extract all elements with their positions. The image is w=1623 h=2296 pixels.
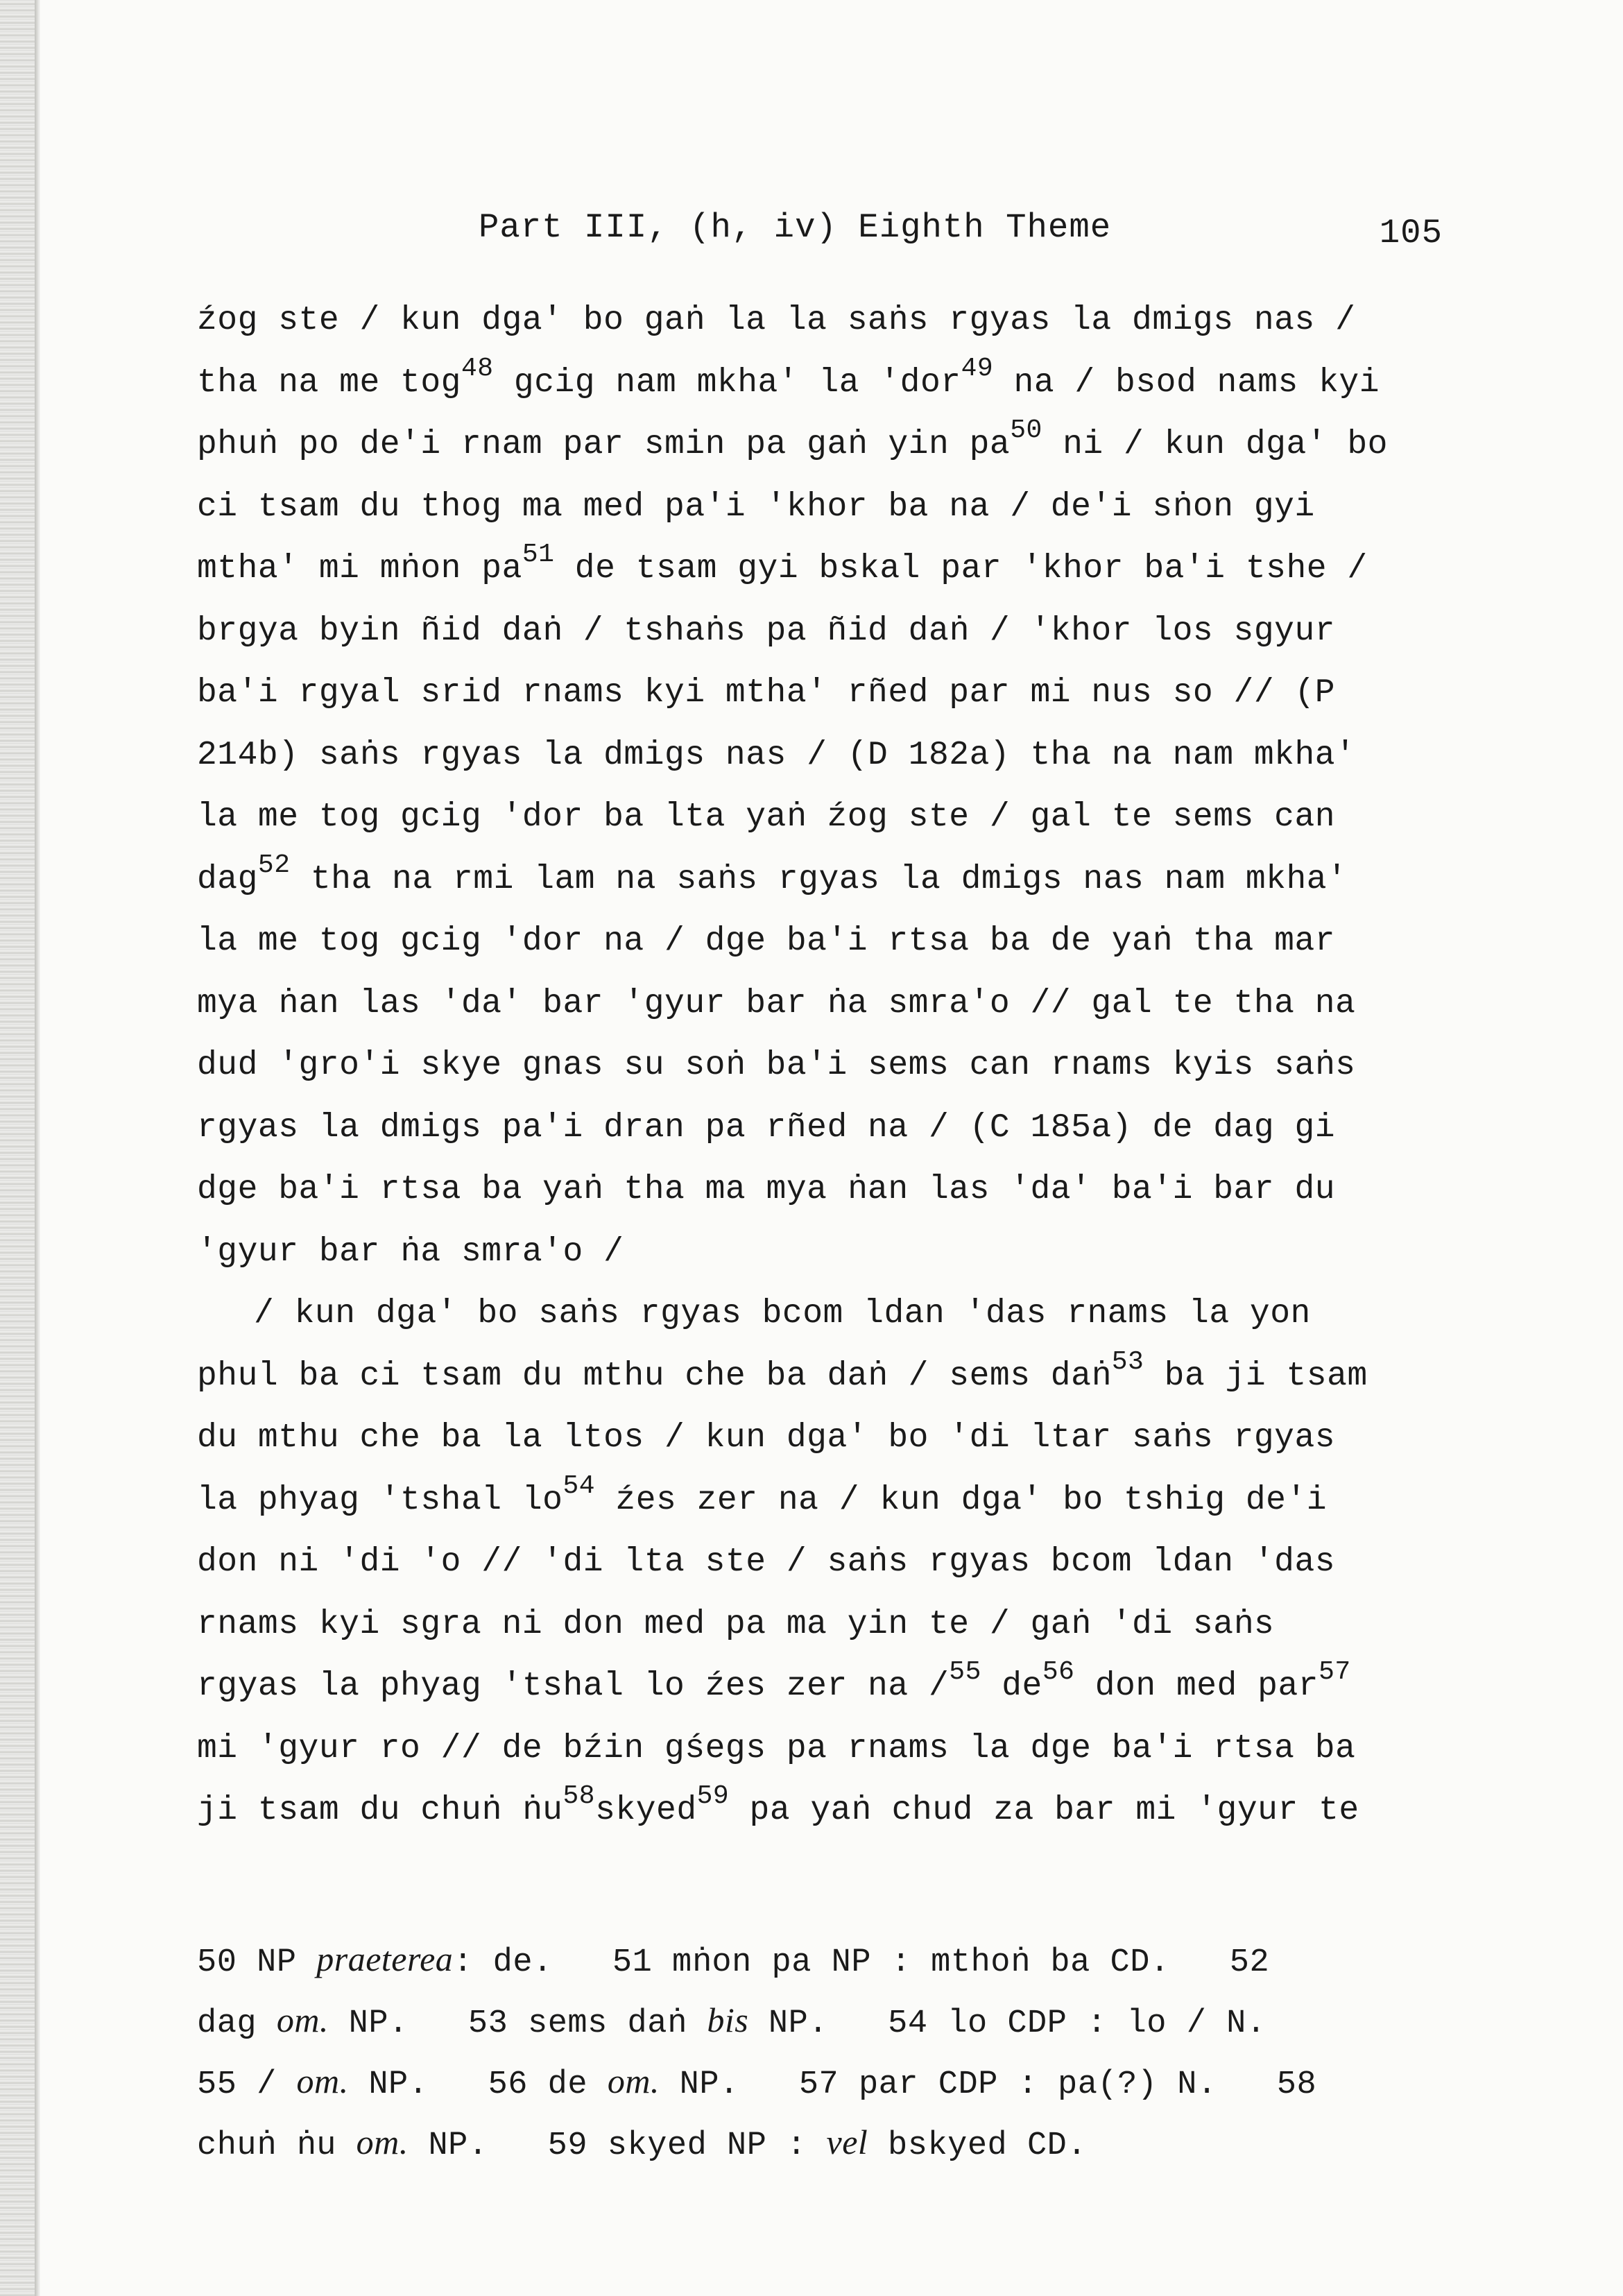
text-run: de tsam gyi bskal par 'khor ba'i tshe / <box>554 550 1368 588</box>
text-line <box>197 1407 1466 1470</box>
text-run: chuṅ ṅu <box>197 2127 357 2164</box>
footnote-marker: 51 <box>522 540 555 569</box>
text-run: mi 'gyur ro // de bźin gśegs pa rnams la dge ba'i rtsa ba <box>197 1729 1356 1767</box>
text-run: rgyas la dmigs pa'i dran pa rñed na / (C 185a) de dag gi <box>197 1108 1336 1147</box>
italic-text: om. <box>356 2123 409 2161</box>
text-run: gcig nam mkha' la 'dor <box>493 363 961 402</box>
footnotes-block <box>197 1928 1466 2173</box>
text-run: NP. 56 de <box>348 2066 608 2103</box>
italic-text: praeterea <box>316 1939 454 1978</box>
text-line <box>197 352 1466 415</box>
text-run: dag <box>197 860 258 898</box>
italic-text: om. <box>296 2062 349 2100</box>
text-line <box>197 787 1466 849</box>
footnote-marker: 54 <box>563 1471 596 1501</box>
text-line <box>197 849 1466 911</box>
italic-text: om. <box>607 2062 660 2100</box>
footnote-line <box>197 1989 1466 2050</box>
text-run: phuṅ po de'i rnam par smin pa gaṅ yin pa <box>197 426 1011 463</box>
text-line <box>197 662 1466 725</box>
text-run: 50 NP <box>197 1944 317 1981</box>
text-run: ji tsam du chuṅ ṅu <box>197 1792 563 1829</box>
footnote-marker: 59 <box>696 1781 730 1811</box>
text-run: : de. 51 mṅon pa NP : mthoṅ ba CD. 52 <box>453 1944 1270 1981</box>
text-line <box>197 1159 1466 1222</box>
footnote-line <box>197 2111 1466 2173</box>
text-run: dge ba'i rtsa ba yaṅ tha ma mya ṅan las 'da' ba'i bar du <box>197 1171 1336 1208</box>
text-line <box>197 1532 1466 1594</box>
text-line <box>197 1780 1466 1842</box>
text-run: źog ste / kun dga' bo gaṅ la la saṅs rgyas la dmigs nas / <box>197 302 1356 339</box>
text-run: la me tog gcig 'dor na / dge ba'i rtsa ba de yaṅ tha mar <box>197 923 1336 960</box>
text-run: 55 / <box>197 2066 297 2103</box>
text-run: mya ṅan las 'da' bar 'gyur bar ṅa smra'o // gal te tha na <box>197 984 1356 1022</box>
text-run: la phyag 'tshal lo <box>197 1481 563 1519</box>
footnote-marker: 53 <box>1111 1346 1144 1377</box>
text-run: na / bsod nams kyi <box>993 363 1380 402</box>
text-line <box>197 1097 1466 1160</box>
footnote-marker: 52 <box>257 850 291 880</box>
text-run: don med par <box>1074 1668 1319 1705</box>
footnote-marker: 57 <box>1319 1657 1351 1687</box>
text-run: NP. 54 lo CDP : lo / N. <box>748 2005 1266 2042</box>
text-line <box>197 1594 1466 1656</box>
text-run: ni / kun dga' bo <box>1042 426 1388 463</box>
text-line <box>197 477 1466 539</box>
text-run: don ni 'di 'o // 'di lta ste / saṅs rgyas bcom ldan 'das <box>197 1543 1336 1581</box>
text-run: ba ji tsam <box>1144 1357 1368 1395</box>
text-run: NP. 59 skyed NP : <box>408 2127 827 2164</box>
text-run: du mthu che ba la ltos / kun dga' bo 'di ltar saṅs rgyas <box>197 1419 1336 1457</box>
text-run: phul ba ci tsam du mthu che ba daṅ / sems daṅ <box>197 1357 1112 1395</box>
text-run: NP. 53 sems daṅ <box>328 2005 707 2042</box>
italic-text: om. <box>276 2001 329 2039</box>
text-run: tha na rmi lam na saṅs rgyas la dmigs nas nam mkha' <box>290 860 1348 898</box>
text-run: 214b) saṅs rgyas la dmigs nas / (D 182a) tha na nam mkha' <box>197 736 1356 774</box>
text-run: skyed <box>595 1792 697 1829</box>
text-run: dag <box>197 2005 277 2042</box>
footnote-line <box>197 2050 1466 2111</box>
text-line <box>197 1222 1466 1284</box>
page-number: 105 <box>1379 214 1443 252</box>
footnote-marker: 55 <box>949 1657 981 1687</box>
running-header-title: Part III, (h, iv) Eighth Theme <box>479 208 1112 247</box>
text-run: rnams kyi sgra ni don med pa ma yin te / gaṅ 'di saṅs <box>197 1605 1275 1643</box>
text-line <box>197 1035 1466 1097</box>
scanned-page-edge <box>0 0 40 2296</box>
text-run: tha na me tog <box>197 363 461 402</box>
running-header <box>479 208 1484 264</box>
footnote-marker: 50 <box>1010 415 1042 445</box>
footnote-marker: 56 <box>1042 1657 1075 1687</box>
text-line <box>197 414 1466 477</box>
text-run: la me tog gcig 'dor ba lta yaṅ źog ste / gal te sems can <box>197 798 1336 836</box>
text-run: de <box>981 1668 1042 1705</box>
text-run: NP. 57 par CDP : pa(?) N. 58 <box>659 2066 1317 2103</box>
footnote-marker: 58 <box>563 1781 596 1811</box>
text-run: pa yaṅ chud za bar mi 'gyur te <box>729 1792 1359 1829</box>
text-line <box>197 725 1466 787</box>
text-run: / kun dga' bo saṅs rgyas bcom ldan 'das rnams la yon <box>254 1295 1311 1333</box>
text-run: źes zer na / kun dga' bo tshig de'i <box>595 1481 1328 1519</box>
italic-text: bis <box>707 2001 749 2039</box>
text-run: ci tsam du thog ma med pa'i 'khor ba na / de'i sṅon gyi <box>197 488 1315 526</box>
text-line <box>197 290 1466 352</box>
main-text-block <box>197 290 1466 1842</box>
text-line <box>197 1346 1466 1408</box>
text-line <box>197 1283 1466 1346</box>
text-line <box>197 1718 1466 1781</box>
text-run: dud 'gro'i skye gnas su soṅ ba'i sems can rnams kyis saṅs <box>197 1047 1356 1084</box>
italic-text: vel <box>826 2123 868 2161</box>
text-line <box>197 911 1466 973</box>
text-run: brgya byin ñid daṅ / tshaṅs pa ñid daṅ / 'khor los sgyur <box>197 612 1336 650</box>
text-run: bskyed CD. <box>868 2127 1088 2164</box>
text-line <box>197 538 1466 601</box>
footnote-line <box>197 1928 1466 1989</box>
footnote-marker: 49 <box>961 353 994 384</box>
text-line <box>197 601 1466 663</box>
text-line <box>197 1656 1466 1718</box>
text-run: 'gyur bar ṅa smra'o / <box>197 1233 624 1271</box>
text-line <box>197 973 1466 1036</box>
text-run: rgyas la phyag 'tshal lo źes zer na / <box>197 1668 950 1705</box>
text-run: mtha' mi mṅon pa <box>197 550 522 588</box>
text-line <box>197 1470 1466 1532</box>
footnote-marker: 48 <box>461 353 494 384</box>
text-run: ba'i rgyal srid rnams kyi mtha' rñed par mi nus so // (P <box>197 674 1336 712</box>
